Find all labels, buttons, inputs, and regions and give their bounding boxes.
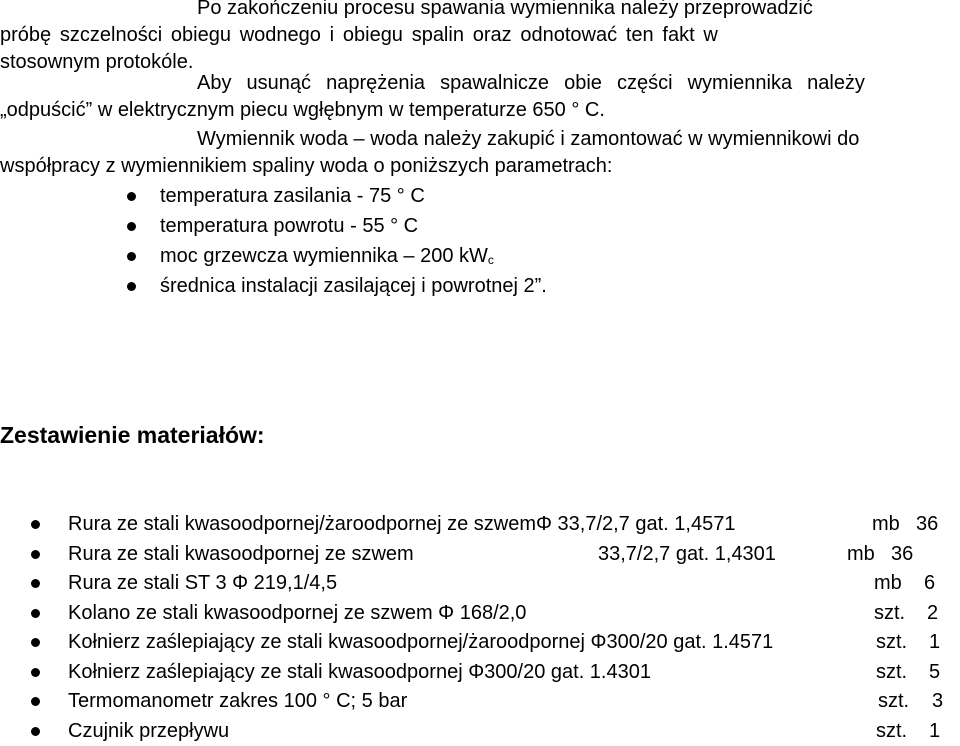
bullet-icon [127, 252, 136, 261]
list-item [0, 181, 547, 211]
material-row [0, 569, 960, 599]
paragraph-text: „odpuścić” w elektrycznym piecu wgłębnym w temperaturze 650 ° C. [0, 99, 605, 121]
material-row [0, 717, 960, 746]
material-spec: 33,7/2,7 gat. 1,4301 [598, 540, 776, 570]
section-heading: Zestawienie materiałów: [0, 420, 265, 450]
material-row [0, 599, 960, 629]
material-qty: 6 [924, 569, 935, 599]
list-item [0, 241, 547, 271]
paragraph-line [0, 126, 958, 153]
material-name: Kołnierz zaślepiający ze stali kwasoodpornej/żaroodpornej Φ300/20 gat. 1.4571 [68, 628, 773, 658]
bullet-icon [127, 192, 136, 201]
subscript: c [488, 253, 494, 267]
paragraph-text: próbę szczelności obiegu wodnego i obiegu spalin oraz odnotować ten fakt w [0, 24, 718, 46]
material-name: Czujnik przepływu [68, 717, 229, 746]
list-item-text: moc grzewcza wymiennika – 200 kW [160, 245, 488, 267]
list-item [0, 271, 547, 301]
material-qty: 1 [929, 628, 940, 658]
paragraph-text: stosownym protokóle. [0, 51, 193, 73]
bullet-icon [31, 727, 40, 736]
list-item-text: średnica instalacji zasilającej i powrotnej 2”. [160, 275, 547, 297]
material-row [0, 687, 960, 717]
paragraph-line [0, 70, 958, 97]
material-name: Rura ze stali kwasoodpornej/żaroodpornej ze szwemΦ 33,7/2,7 gat. 1,4571 [68, 510, 735, 540]
parameter-list [0, 181, 547, 301]
bullet-icon [31, 520, 40, 529]
material-row [0, 658, 960, 688]
paragraph-annealing [0, 70, 958, 124]
material-unit: mb [874, 569, 902, 599]
bullet-icon [127, 222, 136, 231]
material-qty: 36 [891, 540, 913, 570]
material-row [0, 628, 960, 658]
paragraph-text: Aby usunąć naprężenia spawalnicze obie części wymiennika należy [197, 72, 865, 94]
materials-list [0, 510, 960, 746]
list-item [0, 211, 547, 241]
material-qty: 1 [929, 717, 940, 746]
paragraph-text: Wymiennik woda – woda należy zakupić i zamontować w wymiennikowi do [197, 128, 859, 150]
list-item-text: temperatura zasilania - 75 ° C [160, 185, 425, 207]
material-unit: szt. [876, 658, 907, 688]
material-row [0, 510, 960, 540]
paragraph-text: współpracy z wymiennikiem spaliny woda o poniższych parametrach: [0, 155, 612, 177]
material-unit: mb [872, 510, 900, 540]
bullet-icon [31, 697, 40, 706]
bullet-icon [31, 638, 40, 647]
material-name: Kolano ze stali kwasoodpornej ze szwem Φ 168/2,0 [68, 599, 526, 629]
paragraph-pressure-test [0, 0, 958, 76]
material-name: Kołnierz zaślepiający ze stali kwasoodpornej Φ300/20 gat. 1.4301 [68, 658, 651, 688]
material-name: Rura ze stali kwasoodpornej ze szwem [68, 540, 414, 570]
material-qty: 5 [929, 658, 940, 688]
material-row [0, 540, 960, 570]
paragraph-line [0, 0, 958, 22]
paragraph-line [0, 97, 958, 124]
material-name: Termomanometr zakres 100 ° C; 5 bar [68, 687, 407, 717]
material-unit: szt. [874, 599, 905, 629]
bullet-icon [31, 609, 40, 618]
paragraph-exchanger-purchase [0, 126, 958, 180]
bullet-icon [127, 282, 136, 291]
material-unit: szt. [876, 717, 907, 746]
paragraph-text: Po zakończeniu procesu spawania wymiennika należy przeprowadzić [197, 0, 813, 22]
paragraph-line [0, 22, 958, 49]
material-unit: szt. [878, 687, 909, 717]
paragraph-line [0, 153, 958, 180]
bullet-icon [31, 579, 40, 588]
bullet-icon [31, 668, 40, 677]
material-unit: mb [847, 540, 875, 570]
material-unit: szt. [876, 628, 907, 658]
bullet-icon [31, 550, 40, 559]
material-qty: 3 [932, 687, 943, 717]
material-name: Rura ze stali ST 3 Φ 219,1/4,5 [68, 569, 337, 599]
list-item-text: temperatura powrotu - 55 ° C [160, 215, 418, 237]
material-qty: 2 [927, 599, 938, 629]
material-qty: 36 [916, 510, 938, 540]
